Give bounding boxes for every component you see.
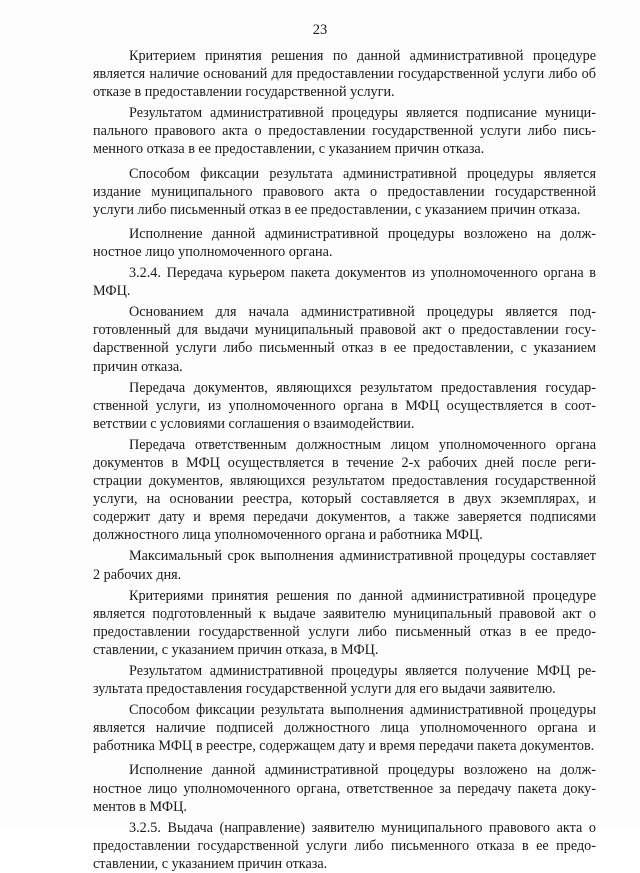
paragraph: Результатом административной процедуры является получение МФЦ результата предоставления государственной услуги для его выдачи заявителю. [93,663,596,698]
paragraph: Исполнение данной административной процедуры возложено на должностное лицо уполномоченного органа, ответственное за передачу пакета документов в МФЦ. [93,762,596,815]
section-heading: 3.2.4. Передача курьером пакета документов из уполномоченного органа в МФЦ. [93,265,596,300]
paragraph: Критериями принятия решения по данной административной процедуре является подготовленный к выдаче заявителю муниципальный правовой акт о предоставлении государственной услуги либо письменный отказ в ее предоставлении, с указанием причин отказа, в МФЦ. [93,587,596,658]
paragraph: Основанием для начала административной процедуры является подготовленный для выдачи муниципальный правовой акт о предоставлении госуdарственной услуги либо письменный отказ в ее предоставлении, с указанием причин отказа. [93,304,596,375]
paragraph: Максимальный срок выполнения административной процедуры составляет 2 рабочих дня. [93,548,596,583]
paragraph: Способом фиксации результата административной процедуры является издание муниципального правового акта о предоставлении государственной услуги либо письменный отказ в ее предоставлении, с указанием причин отказа. [93,165,596,218]
paragraph: Результатом административной процедуры является подписание муниципального правового акта о предоставлении государственной услуги либо письменного отказа в ее предоставлении, с указанием причин отказа. [93,105,596,158]
paragraph: Критерием принятия решения по данной административной процедуре является наличие оснований для предоставлении государственной услуги либо об отказе в предоставлении государственной услуги. [93,48,596,101]
paragraph: Передача документов, являющихся результатом предоставления государственной услуги, из уполномоченного органа в МФЦ осуществляется в соответствии с условиями соглашения о взаимодействии. [93,379,596,432]
paragraph: Способом фиксации результата выполнения административной процедуры является наличие подписей должностного лица уполномоченного органа и работника МФЦ в реестре, содержащем дату и время передачи пакета документов. [93,702,596,755]
section-heading: 3.2.5. Выдача (направление) заявителю муниципального правового акта о предоставлении государственной услуги либо письменного отказа в ее предоставлении, с указанием причин отказа. [93,819,596,872]
page-number: 23 [312,22,328,38]
paragraph: Передача ответственным должностным лицом уполномоченного органа документов в МФЦ осуществляется в течение 2-х рабочих дней после регистрации документов, являющихся результатом предоставления государственной услуги, на основании реестра, который составляется в двух экземплярах, и содержит дату и время передачи документов, а также заверяется подписями должностного лица уполномоченного органа и работника МФЦ. [93,436,596,544]
paragraph: Исполнение данной административной процедуры возложено на должностное лицо уполномоченного органа. [93,225,596,260]
document-body [93,47,596,873]
